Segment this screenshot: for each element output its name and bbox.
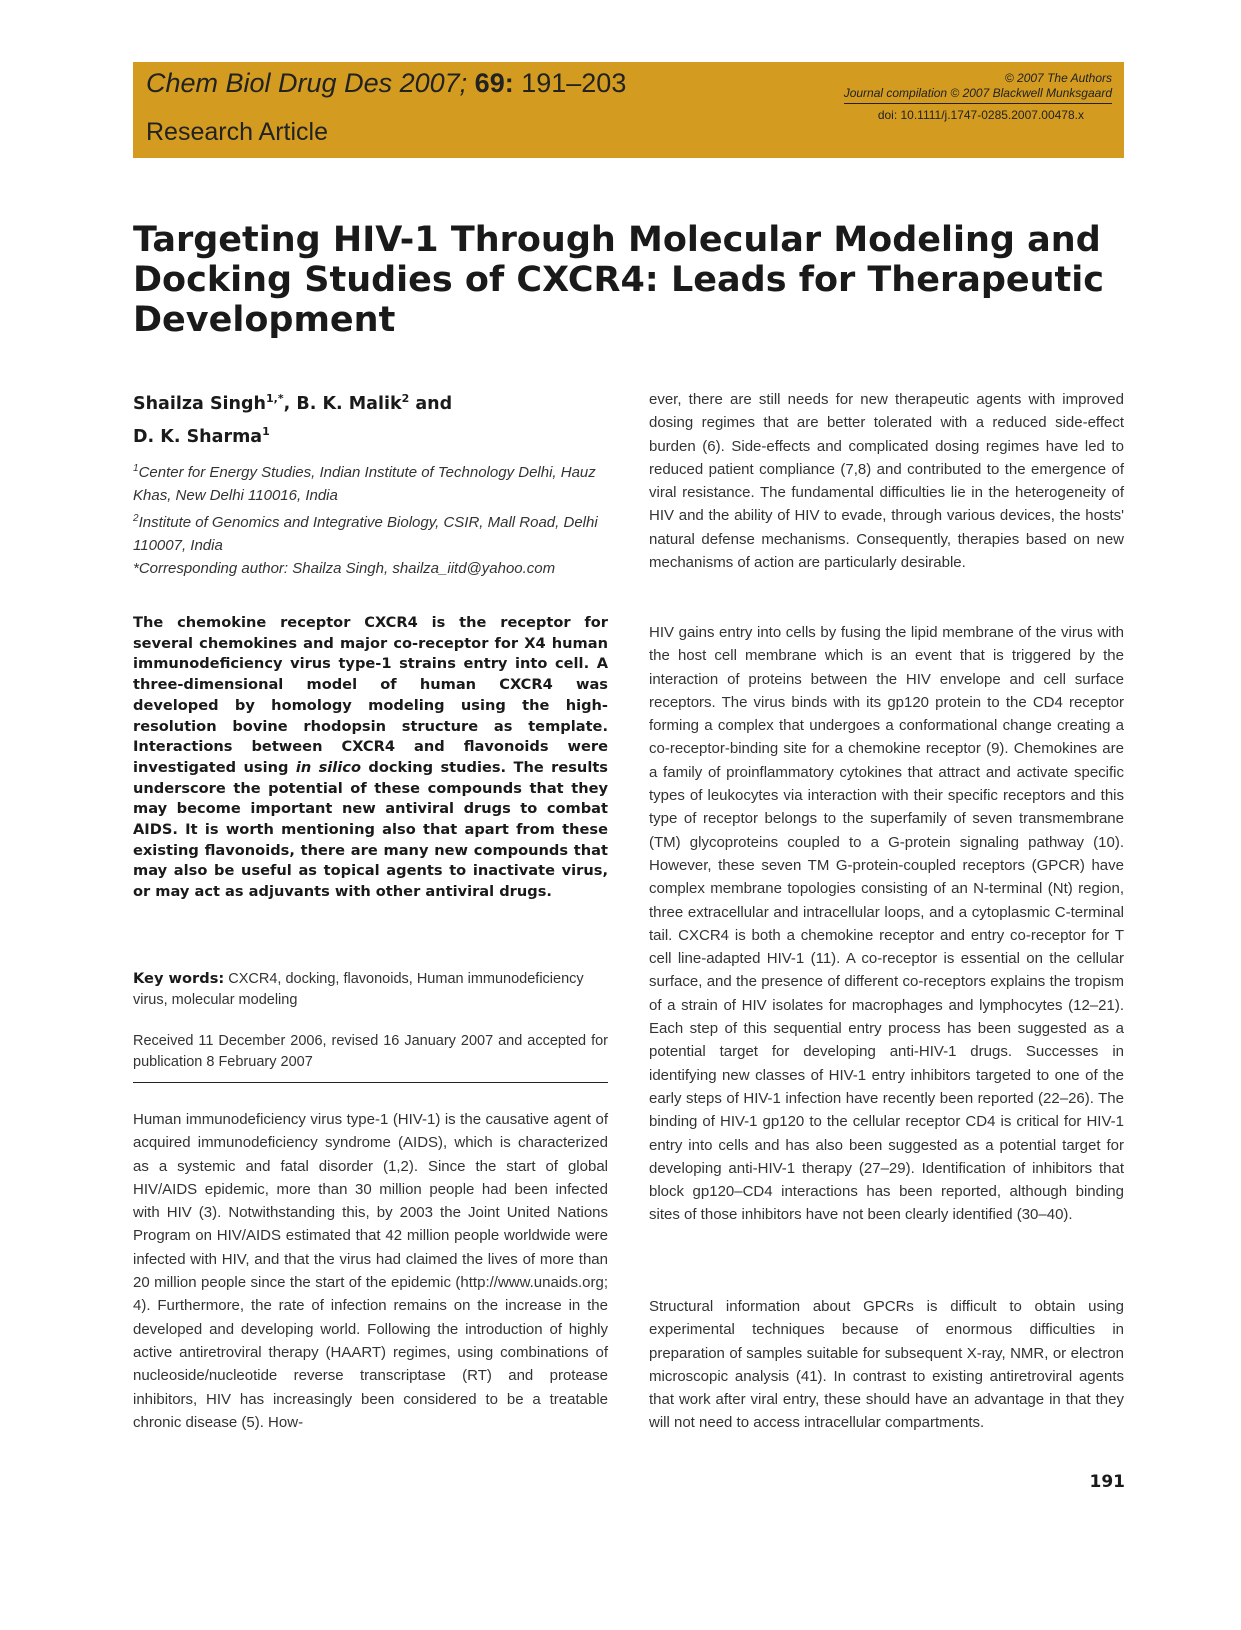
article-title: Targeting HIV-1 Through Molecular Modeling and Docking Studies of CXCR4: Leads for Therapeutic Development bbox=[133, 220, 1105, 340]
copyright-line-1: © 2007 The Authors bbox=[1004, 71, 1112, 85]
affiliations bbox=[133, 457, 603, 580]
abstract-italic-term: in silico bbox=[295, 758, 361, 776]
body-paragraph-structure: Structural information about GPCRs is difficult to obtain using experimental techniques because of enormous difficulties in preparation of samples suitable for subsequent X-ray, NMR, or electron microscopic analysis (41). In contrast to existing antiretroviral agents that work after viral entry, these should have an advantage in that they will not need to access intracellular compartments. bbox=[649, 1298, 1124, 1432]
author-name: Shailza Singh bbox=[133, 393, 267, 414]
author-affiliation-mark: 1 bbox=[262, 424, 270, 438]
body-paragraph-continued: ever, there are still needs for new therapeutic agents with improved dosing regimes that are better tolerated with a reduced side-effect burden (6). Side-effects and complicated dosing regimes have led to reduced patient compliance (7,8) and contributed to the emergence of viral resistance. The fundamental difficulties lie in the heterogeneity of HIV and the ability of HIV to evade, through various devices, the hosts' natural defense mechanisms. Consequently, therapies based on new mechanisms of action are particularly desirable. bbox=[649, 391, 1124, 572]
journal-citation bbox=[146, 68, 626, 99]
page-number: 191 bbox=[1089, 1472, 1125, 1492]
doi-link[interactable]: doi: 10.1111/j.1747-0285.2007.00478.x bbox=[877, 108, 1084, 122]
body-paragraph-entry: HIV gains entry into cells by fusing the lipid membrane of the virus with the host cell membrane which is an event that is triggered by the interaction of proteins between the HIV envelope and cell surface receptors. The virus binds with its gp120 protein to the CD4 receptor forming a complex that undergoes a conformational change creating a co-receptor-binding site for a chemokine receptor (9). Chemokines are a family of proinflammatory cytokines that attract and activate specific types of leukocytes via interaction with their specific receptors and this type of receptor belongs to the superfamily of seven transmembrane (TM) glycoproteins coupled to a G-protein signaling pathway (10). However, these seven TM G-protein-coupled receptors (GPCR) have complex membrane topologies consisting of an N-terminal (Nt) region, three extracellular and intracellular loops, and a cytoplasmic C-terminal tail. CXCR4 is both a chemokine receptor and entry co-receptor for T cell line-adapted HIV-1 (11). A co-receptor is essential on the cellular surface, and the presence of different co-receptors explains the tropism of a strain of HIV isolates for macrophages and lymphocytes (12–21). Each step of this sequential entry process has been suggested as a potential target for developing anti-HIV-1 drugs. Successes in identifying new classes of HIV-1 entry inhibitors targeted to one of the early steps of HIV-1 infection have recently been reported (22–26). The binding of HIV-1 gp120 to the cellular receptor CD4 is critical for HIV-1 entry into cells and has also been suggested as a potential target for developing anti-HIV-1 therapy (27–29). Identification of inhibitors that block gp120–CD4 interactions has been reported, although binding sites of those inhibitors have not been clearly identified (30–40). bbox=[649, 624, 1124, 1224]
corresponding-author: *Corresponding author: Shailza Singh, shailza_iitd@yahoo.com bbox=[133, 560, 556, 577]
section-divider bbox=[133, 1082, 608, 1083]
keywords-label: Key words: bbox=[133, 970, 225, 987]
journal-header-banner bbox=[133, 62, 1124, 158]
affiliation-text: Center for Energy Studies, Indian Institute of Technology Delhi, Hauz Khas, New Delhi 110016, India bbox=[133, 464, 596, 504]
article-type: Research Article bbox=[146, 118, 329, 146]
journal-pages: 191–203 bbox=[521, 68, 627, 98]
author-separator: and bbox=[409, 393, 453, 414]
keywords bbox=[133, 968, 608, 1011]
affiliation-2 bbox=[133, 507, 603, 557]
author-affiliation-mark: 2 bbox=[401, 392, 410, 405]
received-dates: Received 11 December 2006, revised 16 January 2007 and accepted for publication 8 February 2007 bbox=[133, 1033, 608, 1070]
affiliation-mark: 1 bbox=[133, 463, 139, 474]
author-name: B. K. Malik bbox=[296, 393, 402, 414]
affiliation-1 bbox=[133, 457, 603, 507]
body-paragraph-intro: Human immunodeficiency virus type-1 (HIV-1) is the causative agent of acquired immunodeficiency syndrome (AIDS), which is characterized as a systemic and fatal disorder (1,2). Since the start of global HIV/AIDS epidemic, more than 30 million people had been infected with HIV (3). Notwithstanding this, by 2003 the Joint United Nations Program on HIV/AIDS estimated that 42 million people worldwide were infected with HIV, and that the virus had claimed the lives of more than 20 million people since the start of the epidemic (http://www.unaids.org; 4). Furthermore, the rate of infection remains on the increase in the developed and developing world. Following the introduction of highly active antiretroviral therapy (HAART) regimes, using combinations of nucleoside/nucleotide reverse transcriptase (RT) and protease inhibitors, HIV has increasingly been considered to be a treatable chronic disease (5). How- bbox=[133, 1111, 608, 1431]
abstract-text: docking studies. The results underscore the potential of these compounds that they may become important new antiviral drugs to combat AIDS. It is worth mentioning also that apart from these existing flavonoids, there are many new compounds that may also be useful as topical agents to inactivate virus, or may act as adjuvants with other antiviral drugs. bbox=[133, 758, 608, 901]
author-name: D. K. Sharma bbox=[133, 426, 263, 447]
author-list bbox=[133, 385, 603, 451]
journal-volume: 69: bbox=[474, 68, 514, 98]
copyright-block bbox=[844, 71, 1112, 123]
keywords-text: CXCR4, docking, flavonoids, Human immunodeficiency virus, molecular modeling bbox=[133, 971, 584, 1008]
author-separator: , bbox=[283, 393, 297, 414]
abstract-text: The chemokine receptor CXCR4 is the receptor for several chemokines and major co-receptor for X4 human immunodeficiency virus type-1 strains entry into cell. A three-dimensional model of human CXCR4 was developed by homology modeling using the high-resolution bovine rhodopsin structure as template. Interactions between CXCR4 and flavonoids were investigated using bbox=[133, 614, 608, 776]
abstract bbox=[133, 613, 608, 903]
author-affiliation-mark: 1,* bbox=[266, 392, 284, 405]
affiliation-mark: 2 bbox=[133, 513, 139, 524]
affiliation-text: Institute of Genomics and Integrative Biology, CSIR, Mall Road, Delhi 110007, India bbox=[133, 514, 598, 554]
copyright-line-2: Journal compilation © 2007 Blackwell Munksgaard bbox=[844, 86, 1112, 104]
journal-name: Chem Biol Drug Des 2007; bbox=[146, 68, 468, 98]
